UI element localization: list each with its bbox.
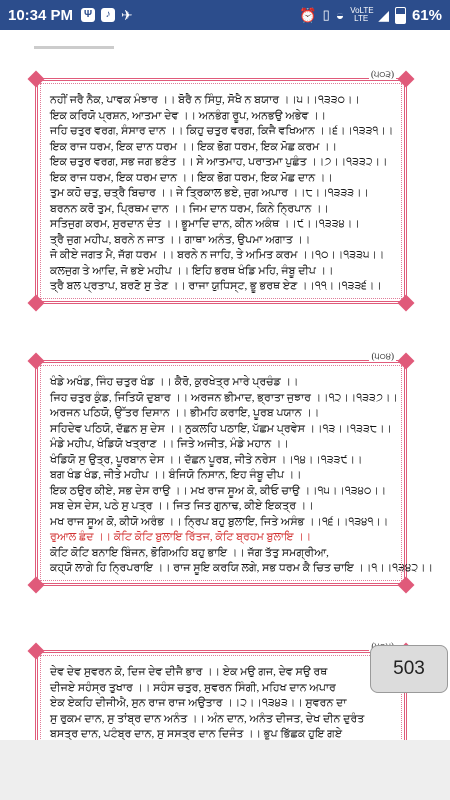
- verse-line: ਤ੍ਰੈ ਜੁਗ ਮਹੀਪ, ਬਰਨੇ ਨ ਜਾਤ ।। ਗਾਥਾ ਅਨੰਤ, ਉਪਮਾ ਅਗਾਤ ।।: [50, 233, 311, 246]
- verse-block: [38, 81, 404, 301]
- page-number: (੫੦੩): [371, 69, 394, 79]
- network-label: VoLTE LTE: [350, 6, 374, 23]
- verse-line: ਇਕ ਕਰਿਯੋ ਪ੍ਰਸ਼ਨ, ਆਤਮਾ ਦੇਵ ।। ਅਨਭੰਗ ਰੂਪ, ਅਨਭਉ ਅਭੇਵ ।।: [50, 109, 327, 122]
- wifi-icon: ◒: [335, 7, 345, 23]
- pdf-page: [0, 320, 450, 610]
- page-number: (੫੦੪): [371, 351, 394, 361]
- verse-line: ਤ੍ਰੈ ਬਲ ਪ੍ਰਤਾਪ, ਬਰਣੋ ਸੁ ਤੇਣ ।। ਰਾਜਾ ਯੁਧਿਸ੍ਟ, ਭੂ ਭਰਥ ਏਣ ।।੧੧।।੧੩੩੬।।: [50, 280, 382, 292]
- verse-line: ਬਰਨਨ ਕਰੋ ਤੁਮ, ਪ੍ਰਿਥਮ ਦਾਨ ।। ਜਿਮ ਦਾਨ ਧਰਮ, ਕਿਨੇ ਨ੍ਰਿਪਾਨ ।।: [50, 202, 329, 215]
- verse-line: ਖੰਡਿਯੋ ਸੁ ਉਤ੍ਰ, ਪੂਰਬਾਨ ਦੇਸ ।। ਦੱਛਨ ਪੂਰਬ, ਜੀਤੇ ਨਰੇਸ ।।੧੪।।੧੩੩੯।।: [50, 453, 363, 466]
- bottom-area: [0, 740, 450, 800]
- battery-level: 61%: [411, 6, 442, 24]
- verse-line: ਸਬ ਦੇਸ ਦੇਸ, ਪਠੇ ਸੁ ਪਤ੍ਰ ।। ਜਿਤ ਜਿਤ ਗੁਨਾਢ, ਕੀਏ ਇਕਤ੍ਰ ।।: [50, 500, 314, 512]
- verse-line: ਸਹਿਦੇਵ ਪਠਿਯੋ, ਦੱਛਨ ਸੁ ਦੇਸ ।। ਨੁਕਲਹਿ ਪਠਾਇ, ਪੱਛਮ ਪ੍ਰਵੇਸ ।।੧੩।।੧੩੩੮।।: [50, 422, 392, 435]
- status-bar: [0, 0, 450, 30]
- vibrate-icon: ▯: [322, 7, 330, 22]
- verse-line: ਜੋ ਕੀਏ ਜਗਤ ਮੈ, ਜੱਗ ਧਰਮ ।। ਬਰਨੇ ਨ ਜਾਹਿ, ਤੇ ਅਮਿਤ ਕਰਮ ।।੧੦।।੧੩੩੫।।: [50, 249, 385, 261]
- verse-line: ਇਕ ਚਤੁਰ ਵਰਗ, ਸਭ ਜਗ ਭਣੰਤ ।। ਸੇ ਆਤਮਾਹ, ਪਰਾਤਮਾ ਪੁਛੰਤ ।।੭।।੧੩੩੨।।: [50, 156, 388, 168]
- page-indicator-badge[interactable]: 503: [370, 645, 448, 693]
- pdf-viewer[interactable]: [0, 30, 450, 740]
- verse-line: ਖੰਡੇ ਅਖੰਡ, ਜਿੰਹ ਚਤੁਰ ਖੰਡ ।। ਕੈਰੋ, ਕੁਰਖੇਤ੍ਰ ਮਾਰੇ ਪ੍ਰਚੰਡ ।।: [50, 376, 299, 388]
- verse-line: ਦੇਵ ਦੇਵ ਸੁਵਰਨ ਕੋ, ਦਿਜ ਦੇਵ ਦੀਜੈ ਭਾਰ ।। ਏਕ ਮਉ ਗਜ, ਦੇਵ ਸਉ ਰਥ: [50, 666, 328, 678]
- page-frame: [35, 69, 407, 304]
- verse-line: ਏਕ ਏਕਹਿ ਦੀਜੀਐ, ਸੁਨ ਰਾਜ ਰਾਜ ਅਉਤਾਰ ।।੨।।੧੩੪੩।। ਸੁਵਰਨ ਦਾ: [50, 697, 347, 709]
- verse-line: ਦੀਜਏ ਸਹੰਸ੍ਰ ਤੁਖਾਰ ।। ਸਹੰਸ ਚਤੁਰ, ਸੁਵਰਨ ਸਿੰਗੀ, ਮਹਿਖ ਦਾਨ ਅਪਾਰ: [50, 681, 336, 694]
- verse-line: ਇਕ ਰਾਜ ਧਰਮ, ਇਕ ਧਰਮ ਦਾਨ ।। ਇਕ ਭੋਗ ਧਰਮ, ਇਕ ਮੋਛ ਦਾਨ ।।: [50, 171, 333, 184]
- verse-line: ਨਹੀਂ ਜਰੈ ਨੈਕ, ਪਾਵਕ ਮੰਝਾਰ ।। ਬੋਰੈ ਨ ਸਿੰਧੁ, ਸੋਖੈ ਨ ਬਯਾਰ ।।੫।।੧੩੩੦।।: [50, 94, 360, 106]
- page-header-stamp: [34, 46, 114, 49]
- verse-line: ਇਕ ਰਾਜ ਧਰਮ, ਇਕ ਦਾਨ ਧਰਮ ।। ਇਕ ਭੋਗ ਧਰਮ, ਇਕ ਮੋਛ ਕਰਮ ।।: [50, 140, 337, 153]
- battery-icon: [395, 7, 406, 24]
- verse-line: ਬਗ ਖੰਡ ਖੰਡ, ਜੀਤੇ ਮਹੀਪ ।। ਬੰਜਿਯੋ ਨਿਸਾਨ, ਇਹ ਜੰਬੂ ਦੀਪ ।।: [50, 469, 302, 481]
- verse-line: ਮੰਡੇ ਮਹੀਪ, ਖੰਡਿਯੋ ਖਤ੍ਰਾਣ ।। ਜਿਤੇ ਅਜੀਤ, ਮੰਡੇ ਮਹਾਨ ।।: [50, 438, 289, 450]
- verse-line: ਮਖ ਰਾਜ ਸੂਅ ਕੋ, ਕੀਯੋ ਅਰੰਭ ।। ਨ੍ਰਿਪ ਬਹੁ ਬੁਲਾਇ, ਜਿਤੇ ਅਸੰਭ ।।੧੬।।੧੩੪੧।।: [50, 515, 389, 528]
- music-icon: ♪: [101, 8, 115, 22]
- verse-line: ਬਸਤ੍ਰ ਦਾਨ, ਪਟੰਬ੍ਰ ਦਾਨ, ਸੁ ਸਸਤ੍ਰ ਦਾਨ ਦਿਜੰਤ ।। ਭੂਪ ਭਿੱਛਕ ਹੁਇ ਗਏ: [50, 728, 343, 740]
- verse-line: ਕਲਜੁਗ ਤੇ ਆਦਿ, ਜੋ ਭਏ ਮਹੀਪ ।। ਇਹਿ ਭਰਥ ਖੰਡਿ ਮਹਿ, ਜੰਬੂ ਦੀਪ ।।: [50, 264, 334, 277]
- page-frame: [35, 351, 433, 586]
- verse-line: ਸੁ ਰੁਕਮ ਦਾਨ, ਸੁ ਤਾਂਬ੍ਰ ਦਾਨ ਅਨੰਤ ।। ਅੰਨ ਦਾਨ, ਅਨੰਤ ਦੀਜਤ, ਦੇਖ ਦੀਨ ਦੁਰੰਤ: [50, 712, 365, 725]
- verse-line: ਜਹਿ ਚਤੁਰ ਵਰਗ, ਸੰਸਾਰ ਦਾਨ ।। ਕਿਹੁ ਚਤੁਰ ਵਰਗ, ਕਿਜੈ ਵਖਿਆਨ ।।੬।।੧੩੩੧।।: [50, 125, 394, 137]
- verse-line: ਸਤਿਜੁਗ ਕਰਮ, ਸੁਰਦਾਨ ਦੰਤ ।। ਭੂਮਾਦਿ ਦਾਨ, ਕੀਨ ਅਕੰਥ ।।੯।।੧੩੩੪।।: [50, 218, 360, 230]
- verse-block: [38, 363, 433, 583]
- verse-line: ਅਰਜਨ ਪਠਿਯੋ, ਉੱਤਰ ਦਿਸਾਨ ।। ਭੀਮਹਿ ਕਰਾਇ, ਪੂਰਬ ਪਯਾਨ ।।: [50, 407, 320, 419]
- status-time: 10:34 PM: [8, 6, 74, 24]
- verse-line: ਜਿਹ ਚਤੁਰ ਕੁੰਡ, ਜਿਤਿਯੋ ਦੁਬਾਰ ।। ਅਰਜਨ ਭੀਮਾਦ, ਭ੍ਰਾਤਾ ਜੁਝਾਰ ।।੧੨।।੧੩੩੭।।: [50, 391, 398, 404]
- verse-line-chhand-heading: ਰੁਆਲ ਛੰਦ ।। ਕੋਟਿ ਕੋਟਿ ਬੁਲਾਇ ਰਿੱਤਜ, ਕੋਟਿ ਬ੍ਰਹਮ ਬੁਲਾਇ ।।: [50, 531, 312, 543]
- pdf-page: [0, 30, 450, 320]
- verse-line: ਇਕ ਠਉਰ ਕੀਏ, ਸਭ ਦੇਸ ਰਾਉ ।। ਮਖ ਰਾਜ ਸੂਅ ਕੋ, ਕੀਓ ਚਾਉ ।।੧੫।।੧੩੪੦।।: [50, 484, 387, 497]
- verse-line: ਕੋਟਿ ਕੋਟਿ ਬਨਾਇ ਬਿੰਜਨ, ਭੋਗਿਅਹਿ ਬਹੁ ਭਾਇ ।। ਜੱਗ ਤੱਤੁ ਸਮਗ੍ਰੀਆ,: [50, 546, 329, 559]
- alarm-icon: ⏰: [299, 6, 317, 23]
- usb-icon: Ψ: [81, 8, 95, 22]
- verse-line: ਤੁਮ ਕਹੋ ਚਤੁ, ਚਤ੍ਰੈ ਬਿਚਾਰ ।। ਜੇ ਤ੍ਰਿਕਾਲ ਭਏ, ਜੁਗ ਅਪਾਰ ।।੮।।੧੩੩੩।।: [50, 187, 369, 199]
- verse-line: ਕਹ੍ਯੋ ਲਾਗੇ ਹਿ ਨ੍ਰਿਪਰਾਇ ।। ਰਾਜ ਸੂਇ ਕਰਯਿ ਲਗੇ, ਸਭ ਧਰਮ ਕੈ ਚਿਤ ਚਾਇ ।।੧।।੧੩੪੨।।: [50, 562, 433, 574]
- app-icon: ✈: [121, 6, 133, 23]
- status-right: [299, 7, 442, 24]
- signal-icon: ◢: [378, 6, 389, 23]
